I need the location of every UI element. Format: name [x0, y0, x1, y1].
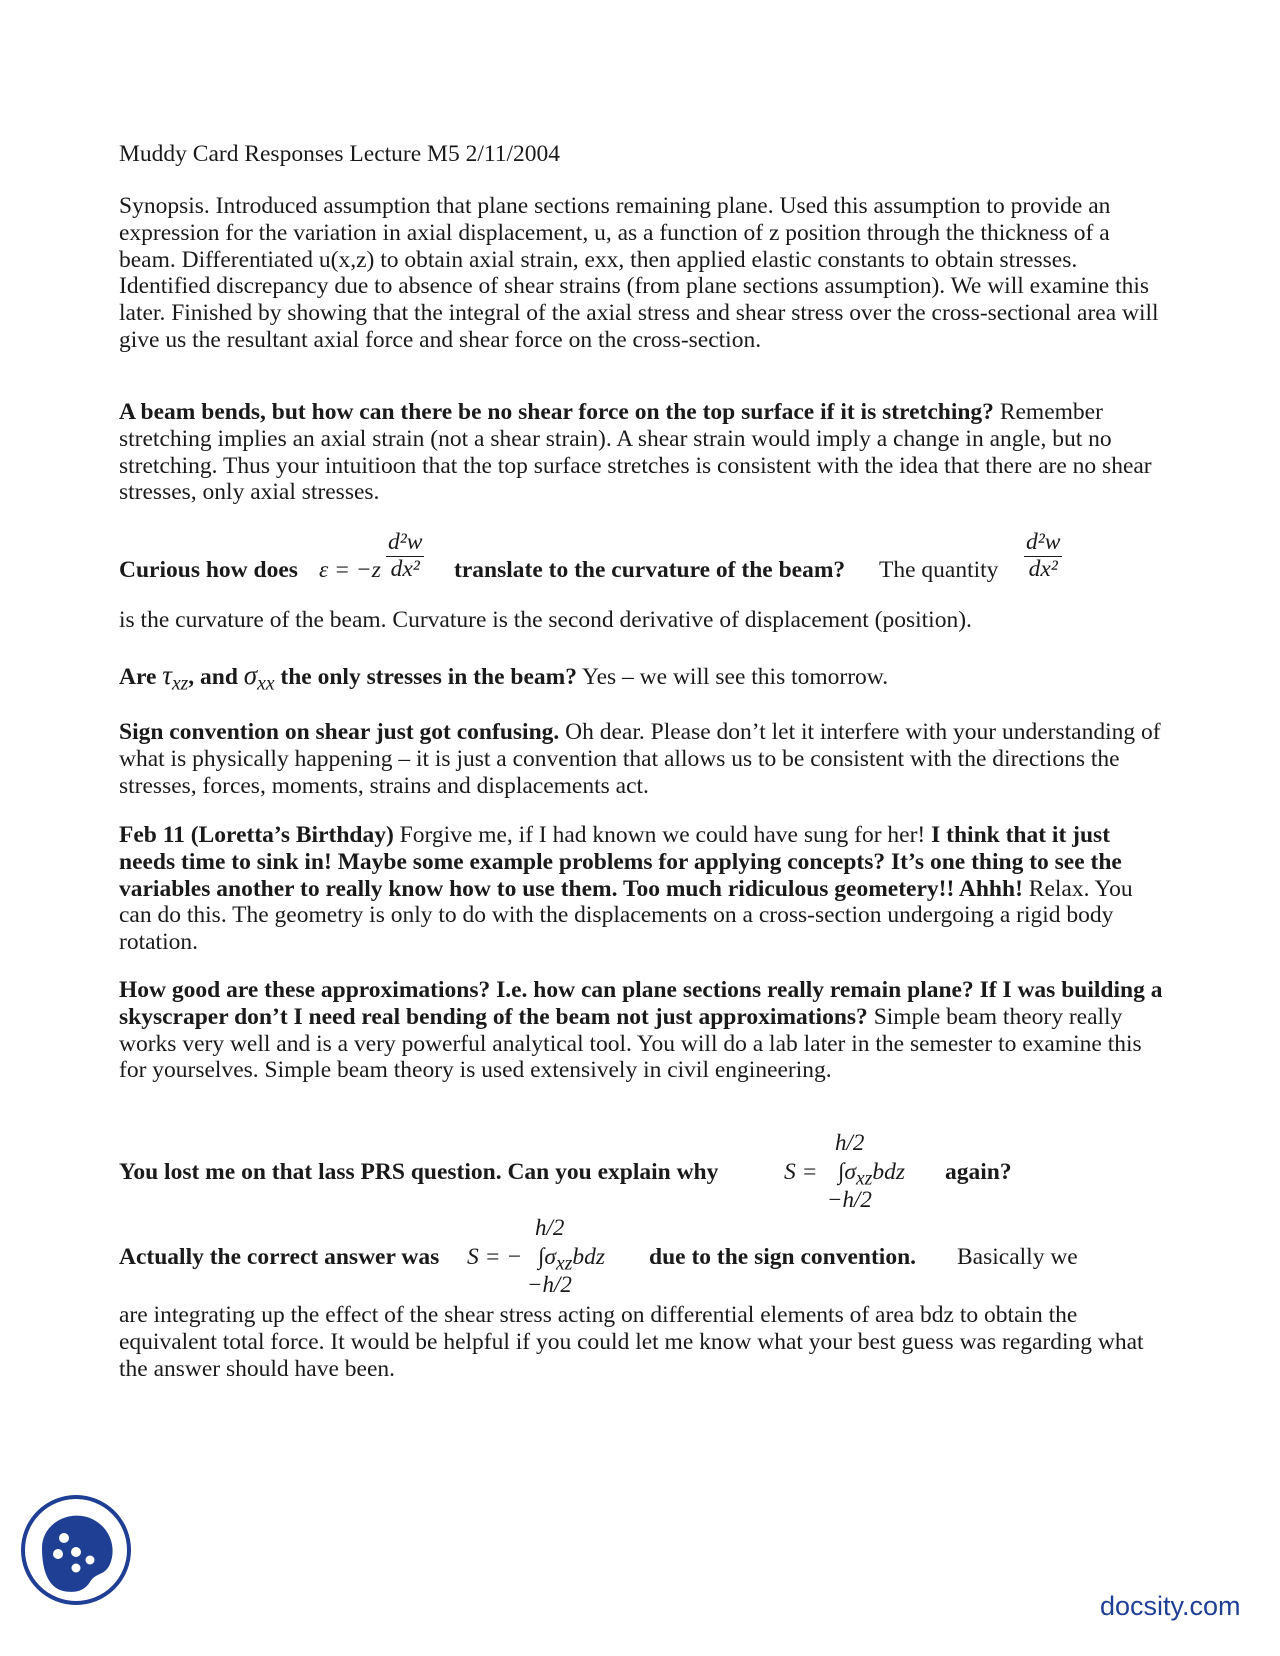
question-heading: Feb 11 (Loretta’s Birthday) [119, 822, 394, 848]
shear-equation: S = [784, 1159, 818, 1185]
document-title: Muddy Card Responses Lecture M5 2/11/2004 [119, 141, 561, 167]
answer-text: Remember stretching implies an axial strain (not a shear strain). A shear strain would imply a change in angle, but no stretching. Thus your intuitioon that the top surface stretches is consistent with the idea that there are no shear stresses, only axial stresses. [119, 399, 1152, 506]
question-mid: , and [188, 664, 238, 690]
shear-equation: S = − [467, 1244, 523, 1270]
curvature-answer: is the curvature of the beam. Curvature is the second derivative of displacement (position). [119, 607, 972, 633]
correct-answer-explanation: are integrating up the effect of the shear stress acting on differential elements of area bdz to obtain the equivalent total force. It would be helpful if you could let me know what your best guess was regarding what the answer should have been. [119, 1302, 1144, 1382]
integral-upper-limit: h/2 [535, 1215, 565, 1240]
qa-feb-11 [119, 822, 1164, 956]
question-tail: translate to the curvature of the beam? [454, 557, 846, 583]
answer-aside: Forgive me, if I had known we could have sung for her! [399, 822, 926, 848]
question-lead: Curious how does [119, 557, 298, 583]
question-lead: You lost me on that lass PRS question. Can you explain why [119, 1159, 719, 1185]
integral-upper-limit: h/2 [835, 1130, 865, 1155]
qa-prs-question [119, 1130, 1164, 1220]
answer-text: Oh dear. Please don’t let it interfere with your understanding of what is physically happening – it is just a convention that allows us to be consistent with the directions the stresses, forces, moments, strains and displacements act. [119, 719, 1161, 799]
qa-approximations [119, 977, 1164, 1084]
answer-text: Simple beam theory really works very well and is a very powerful analytical tool. You will do a lab later in the semester to examine this for yourselves. Simple beam theory is used extensively in civil engineering. [119, 1003, 1142, 1084]
integral-lower-limit: −h/2 [527, 1272, 572, 1297]
question-text: I think that it just needs time to sink in! Maybe some example problems for applying concepts? It’s one thing to see the variables another to really know how to use them. Too much ridiculous geometery!! Ahhh! [119, 822, 1122, 902]
answer-lead: Actually the correct answer was [119, 1244, 440, 1270]
qa-stresses [119, 662, 1164, 698]
integral-body: $\int\sigma_{xz}bdz$ [538, 1244, 605, 1275]
integral-lower-limit: −h/2 [827, 1187, 872, 1212]
integral-body: $\int\sigma_{xz}bdz$ [838, 1159, 905, 1190]
answer-text: Relax. You can do this. The geometry is only to do with the displacements on a cross-section undergoing a rigid body rotation. [119, 875, 1133, 956]
question-lead: Are [119, 664, 157, 690]
question-text: How good are these approximations? I.e. how can plane sections really remain plane? If I was building a skyscraper don’t I need real bending of the beam not just approximations? [119, 977, 1163, 1030]
qa-correct-answer [119, 1214, 1164, 1304]
question-tail: the only stresses in the beam? [280, 664, 577, 690]
docsity-logo-icon [20, 1494, 132, 1606]
answer-lead: The quantity [879, 557, 999, 583]
second-derivative-fraction: $\frac{\text{d²w}}{\text{dx²}}$ [388, 529, 423, 582]
curvature-fraction: $\frac{\text{d²w}}{\text{dx²}}$ [1026, 529, 1061, 582]
qa-sign-convention [119, 719, 1164, 799]
synopsis-paragraph: Synopsis. Introduced assumption that plane sections remaining plane. Used this assumption to provide an expression for the variation in axial displacement, u, as a function of z position through the thickness of a beam. Differentiated u(x,z) to obtain axial strain, exx, then applied elastic constants to obtain stresses. Identified discrepancy due to absence of shear strains (from plane sections assumption). We will examine this later. Finished by showing that the integral of the axial stress and shear stress over the cross-sectional area will give us the resultant axial force and shear force on the cross-section. [119, 193, 1159, 353]
epsilon-equation: ε = −z [319, 557, 381, 583]
qa-curvature [119, 530, 1164, 610]
docsity-brand-link[interactable]: docsity.com [1100, 1591, 1241, 1621]
sigma-subscript: xx [257, 673, 275, 695]
answer-start: Basically we [957, 1244, 1078, 1270]
answer-tail: due to the sign convention. [649, 1244, 917, 1270]
answer-text: Yes – we will see this tomorrow. [581, 664, 889, 690]
question-text: Sign convention on shear just got confusing. [119, 719, 560, 745]
question-tail: again? [945, 1159, 1012, 1185]
sigma-symbol: σ [243, 660, 258, 690]
qa-beam-bends [119, 399, 1164, 506]
tau-symbol: τ [162, 660, 172, 690]
question-text: A beam bends, but how can there be no shear force on the top surface if it is stretching? [119, 399, 994, 425]
tau-subscript: xz [171, 673, 189, 695]
